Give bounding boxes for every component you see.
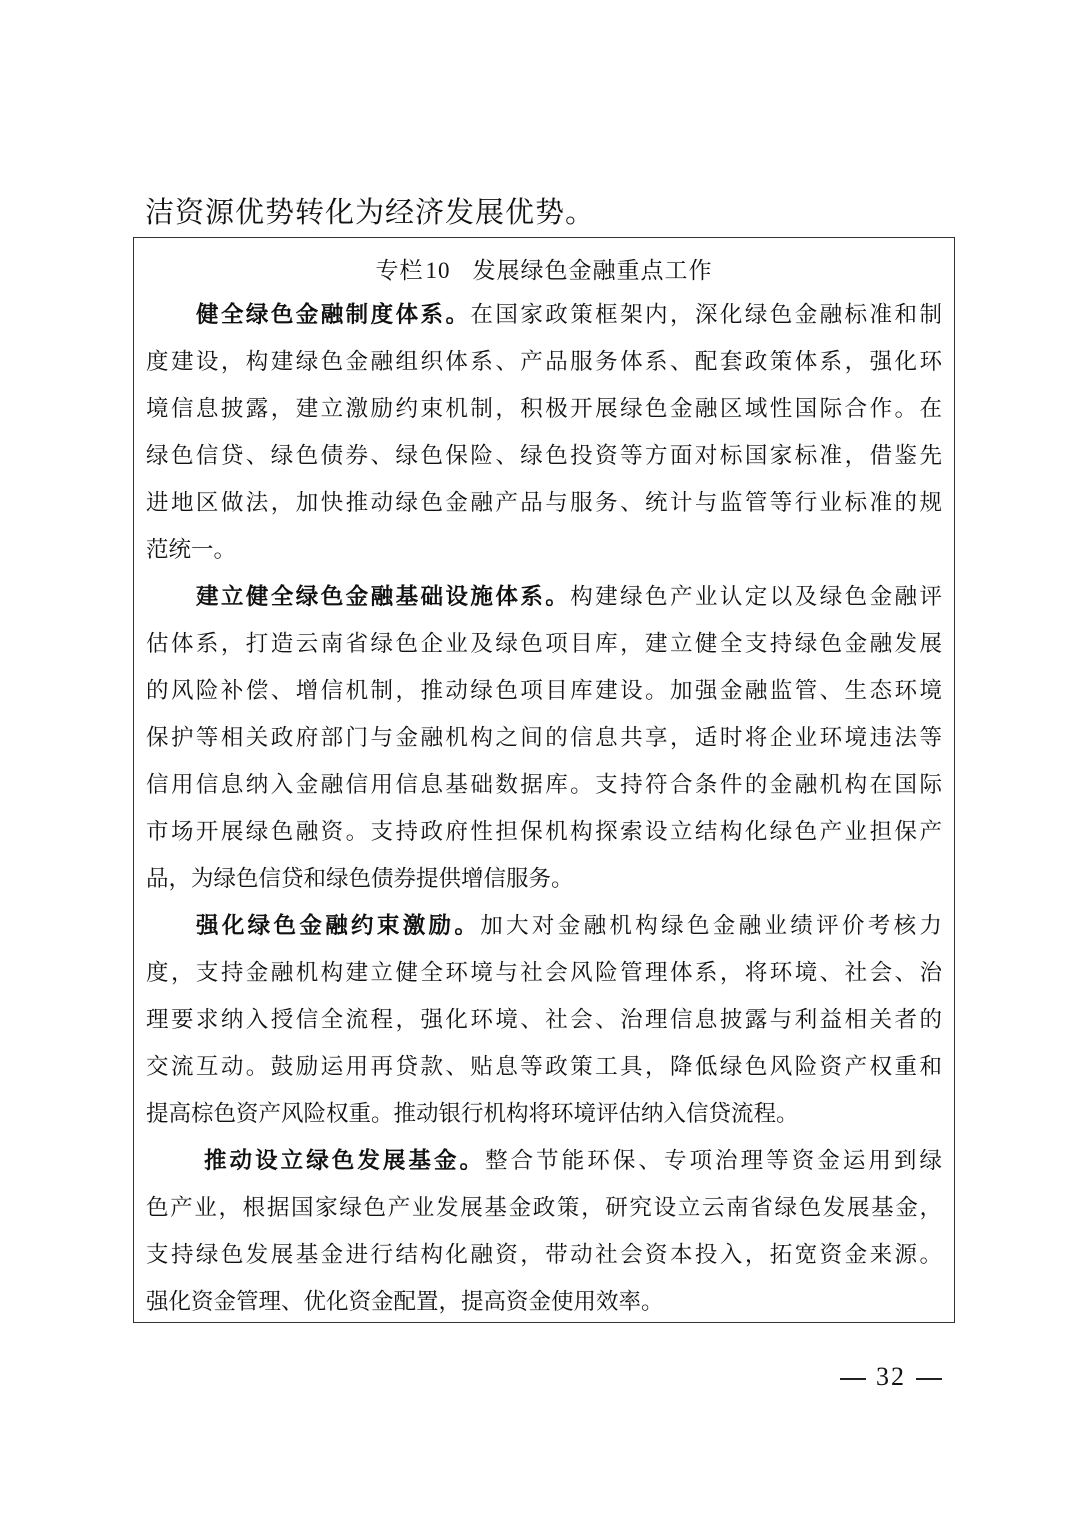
paragraph-4-line: 强化资金管理、优化资金配置，提高资金使用效率。: [146, 1289, 664, 1315]
paragraph-2-line: 信用信息纳入金融信用信息基础数据库。支持符合条件的金融机构在国际: [146, 772, 942, 798]
column-title-number: 10: [425, 258, 451, 283]
column-title-text: 发展绿色金融重点工作: [472, 258, 713, 284]
paragraph-1-first-line: [196, 299, 942, 331]
paragraph-1-line: 境信息披露，建立激励约束机制，积极开展绿色金融区域性国际合作。在: [146, 396, 942, 422]
paragraph-4-line: 色产业，根据国家绿色产业发展基金政策，研究设立云南省绿色发展基金，: [146, 1195, 942, 1221]
paragraph-1-first-text: 在国家政策框架内，深化绿色金融标准和制: [470, 302, 942, 328]
paragraph-2-heading: 建立健全绿色金融基础设施体系。: [196, 584, 571, 610]
column-box: [133, 237, 955, 1323]
paragraph-1-line: 绿色信贷、绿色债券、绿色保险、绿色投资等方面对标国家标准，借鉴先: [146, 443, 942, 469]
footer-dash-right: [916, 1378, 942, 1380]
paragraph-1-heading: 健全绿色金融制度体系。: [196, 302, 471, 328]
paragraph-1-line: 范统一。: [146, 537, 237, 563]
paragraph-3-line: 理要求纳入授信全流程，强化环境、社会、治理信息披露与利益相关者的: [146, 1007, 942, 1033]
paragraph-3-line: 度，支持金融机构建立健全环境与社会风险管理体系，将环境、社会、治: [146, 960, 942, 986]
paragraph-3-first-text: 加大对金融机构绿色金融业绩评价考核力: [480, 913, 942, 939]
paragraph-4-heading: 推动设立绿色发展基金。: [204, 1148, 486, 1174]
paragraph-2-line: 市场开展绿色融资。支持政府性担保机构探索设立结构化绿色产业担保产: [146, 819, 942, 845]
paragraph-3-first-line: [196, 910, 942, 942]
column-title: [134, 252, 954, 285]
paragraph-2-first-line: [196, 581, 942, 613]
footer-dash-left: [840, 1378, 866, 1380]
paragraph-2-line: 估体系，打造云南省绿色企业及绿色项目库，建立健全支持绿色金融发展: [146, 631, 942, 657]
paragraph-3-line: 交流互动。鼓励运用再贷款、贴息等政策工具，降低绿色风险资产权重和: [146, 1054, 942, 1080]
paragraph-2-first-text: 构建绿色产业认定以及绿色金融评: [570, 584, 942, 610]
paragraph-4-line: 支持绿色发展基金进行结构化融资，带动社会资本投入，拓宽资金来源。: [146, 1242, 942, 1268]
paragraph-4-first-line: [204, 1145, 942, 1177]
paragraph-2-line: 保护等相关政府部门与金融机构之间的信息共享，适时将企业环境违法等: [146, 725, 942, 751]
paragraph-2-line: 的风险补偿、增信机制，推动绿色项目库建设。加强金融监管、生态环境: [146, 678, 942, 704]
page-number: 32: [876, 1362, 906, 1391]
paragraph-3-line: 提高棕色资产风险权重。推动银行机构将环境评估纳入信贷流程。: [146, 1101, 799, 1127]
paragraph-1-line: 度建设，构建绿色金融组织体系、产品服务体系、配套政策体系，强化环: [146, 349, 942, 375]
paragraph-2-line: 品，为绿色信贷和绿色债券提供增信服务。: [146, 866, 574, 892]
column-title-prefix: 专栏: [375, 258, 424, 284]
paragraph-3-heading: 强化绿色金融约束激励。: [196, 913, 481, 939]
paragraph-1-line: 进地区做法，加快推动绿色金融产品与服务、统计与监管等行业标准的规: [146, 490, 942, 516]
page-footer: [840, 1362, 942, 1392]
lead-paragraph-line: 洁资源优势转化为经济发展优势。: [145, 195, 596, 229]
paragraph-4-first-text: 整合节能环保、专项治理等资金运用到绿: [485, 1148, 942, 1174]
